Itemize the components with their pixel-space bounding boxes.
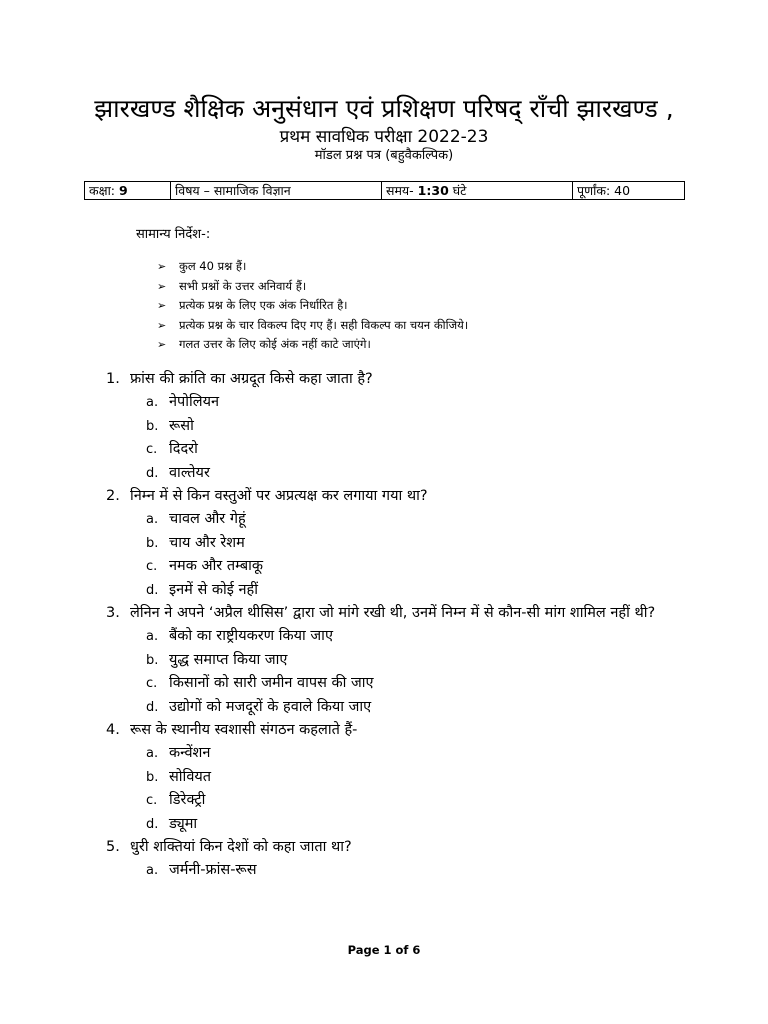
option-key: a. <box>146 512 159 527</box>
marks-label: पूर्णांक: <box>577 183 615 198</box>
answer-option <box>106 766 686 790</box>
option-key: c. <box>146 442 158 457</box>
time-label: समय- <box>386 183 418 198</box>
question-number: 4. <box>106 722 120 738</box>
arrow-bullet-icon: ➢ <box>157 279 167 293</box>
option-key: b. <box>146 418 159 434</box>
question-text: लेनिन ने अपने ‘अप्रैल थीसिस’ द्वारा जो मांगे रखी थी, उनमें निम्न में से कौन-सी मांग शामिल नहीं थी? <box>130 605 656 621</box>
answer-option <box>106 532 686 556</box>
instruction-item <box>157 316 468 336</box>
answer-option <box>106 555 686 579</box>
question-line <box>106 485 686 508</box>
time-unit: घंटे <box>448 183 467 198</box>
answer-option <box>106 742 686 766</box>
option-text: बैंको का राष्ट्रीयकरण किया जाए <box>169 628 333 644</box>
question-number: 3. <box>106 605 120 621</box>
question-line <box>106 719 686 742</box>
instruction-text: गलत उत्तर के लिए कोई अंक नहीं काटे जाएंगे। <box>179 337 371 351</box>
answer-option <box>106 415 686 439</box>
question-item <box>106 485 686 602</box>
answer-option <box>106 508 686 532</box>
question-text: फ्रांस की क्रांति का अग्रदूत किसे कहा जाता है? <box>130 371 373 387</box>
instruction-item <box>157 257 468 277</box>
question-item <box>106 836 686 883</box>
class-label: कक्षा: <box>89 183 119 198</box>
time-value: 1:30 <box>417 183 449 198</box>
instruction-text: प्रत्येक प्रश्न के लिए एक अंक निर्धारित है। <box>179 298 348 312</box>
page-title: झारखण्ड शैक्षिक अनुसंधान एवं प्रशिक्षण परिषद् राँची झारखण्ड , <box>94 94 674 123</box>
question-number: 2. <box>106 488 120 504</box>
answer-option <box>106 696 686 720</box>
question-line <box>106 836 686 859</box>
question-line <box>106 368 686 391</box>
instruction-text: सभी प्रश्नों के उत्तर अनिवार्य हैं। <box>179 278 307 293</box>
instructions-list <box>157 257 468 355</box>
arrow-bullet-icon: ➢ <box>157 260 167 273</box>
question-number: 5. <box>106 839 120 855</box>
exam-info-table <box>84 181 685 200</box>
option-text: सोवियत <box>169 768 212 785</box>
question-text: निम्न में से किन वस्तुओं पर अप्रत्यक्ष कर लगाया गया था? <box>130 488 428 504</box>
answer-option <box>106 391 686 415</box>
instruction-item <box>157 296 468 316</box>
option-key: b. <box>146 769 159 785</box>
answer-option <box>106 649 686 673</box>
answer-option <box>106 672 686 696</box>
option-text: डिरेक्ट्री <box>169 792 206 808</box>
option-text: उद्योगों को मजदूरों के हवाले किया जाए <box>169 698 372 715</box>
option-text: चावल और गेहूं <box>169 511 246 527</box>
question-number: 1. <box>106 371 120 387</box>
option-text: कन्वेंशन <box>169 745 211 761</box>
option-key: a. <box>146 746 159 761</box>
instruction-item <box>157 335 468 355</box>
option-key: b. <box>146 535 159 551</box>
option-key: a. <box>146 629 159 644</box>
instruction-item <box>157 277 468 297</box>
option-key: c. <box>146 559 158 574</box>
option-text: युद्ध समाप्त किया जाए <box>169 651 288 668</box>
option-text: किसानों को सारी जमीन वापस की जाए <box>169 675 374 691</box>
exam-info-row <box>85 182 685 200</box>
option-key: a. <box>146 395 159 410</box>
arrow-bullet-icon: ➢ <box>157 318 167 332</box>
option-text: वाल्तेयर <box>169 464 210 481</box>
marks-value: 40 <box>614 183 631 198</box>
instructions-heading: सामान्य निर्देश-: <box>136 227 211 242</box>
question-text: रूस के स्थानीय स्वशासी संगठन कहलाते हैं- <box>130 722 358 738</box>
time-cell <box>382 182 573 200</box>
option-text: जर्मनी-फ्रांस-रूस <box>169 862 257 878</box>
option-text: दिदरो <box>169 441 198 457</box>
option-key: c. <box>146 793 158 808</box>
option-key: c. <box>146 676 158 691</box>
answer-option <box>106 789 686 813</box>
option-key: d. <box>146 699 159 715</box>
exam-subtitle: प्रथम सावधिक परीक्षा 2022-23 <box>279 127 489 147</box>
instruction-text: कुल 40 प्रश्न हैं। <box>179 259 247 273</box>
arrow-bullet-icon: ➢ <box>157 299 167 312</box>
answer-option <box>106 813 686 837</box>
instruction-text: प्रत्येक प्रश्न के चार विकल्प दिए गए हैं। सही विकल्प का चयन कीजिये। <box>179 317 469 332</box>
question-item <box>106 368 686 485</box>
question-item <box>106 602 686 719</box>
question-line <box>106 602 686 625</box>
option-key: b. <box>146 652 159 668</box>
marks-cell <box>573 182 685 200</box>
option-key: d. <box>146 816 159 832</box>
page-footer: Page 1 of 6 <box>347 943 421 957</box>
class-value: 9 <box>119 183 128 198</box>
answer-option <box>106 579 686 603</box>
option-key: d. <box>146 582 159 598</box>
option-text: इनमें से कोई नहीं <box>169 581 258 598</box>
subject-cell: विषय – सामाजिक विज्ञान <box>171 182 382 200</box>
option-text: ड्यूमा <box>169 815 198 832</box>
option-text: नमक और तम्बाकू <box>169 558 263 574</box>
answer-option <box>106 438 686 462</box>
questions-section <box>106 368 686 883</box>
paper-type: मॉडल प्रश्न पत्र (बहुवैकल्पिक) <box>314 148 454 163</box>
class-cell <box>85 182 171 200</box>
arrow-bullet-icon: ➢ <box>157 338 167 351</box>
question-text: धुरी शक्तियां किन देशों को कहा जाता था? <box>130 839 352 855</box>
option-text: नेपोलियन <box>169 394 220 410</box>
option-key: d. <box>146 465 159 481</box>
option-text: चाय और रेशम <box>169 534 245 551</box>
question-item <box>106 719 686 836</box>
option-key: a. <box>146 863 159 878</box>
answer-option <box>106 859 686 883</box>
answer-option <box>106 625 686 649</box>
answer-option <box>106 462 686 486</box>
option-text: रूसो <box>169 417 194 434</box>
